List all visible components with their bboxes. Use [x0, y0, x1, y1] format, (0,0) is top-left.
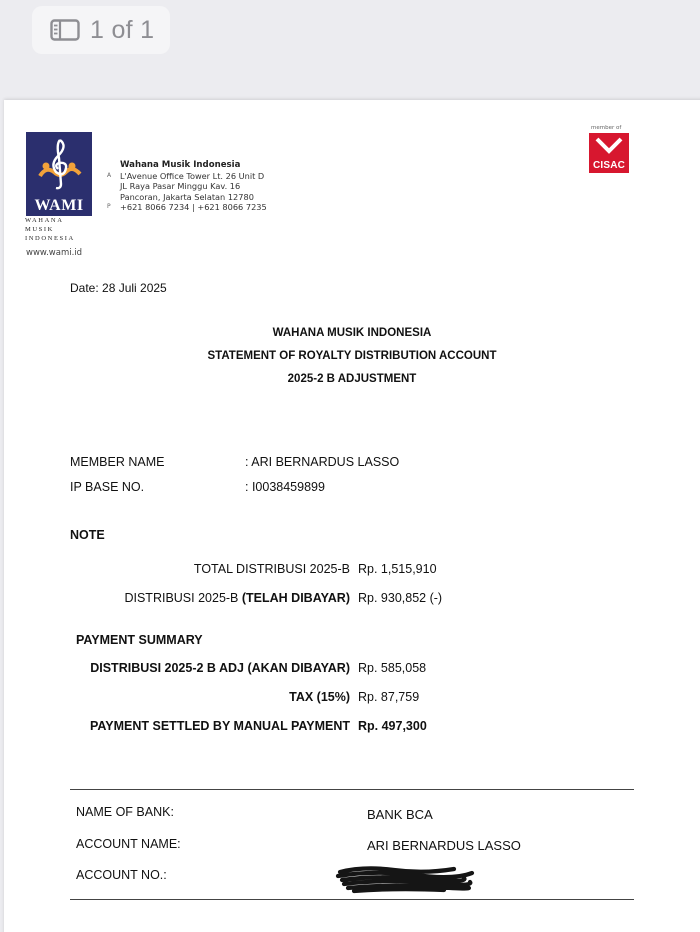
tax-label: TAX (15%) — [289, 690, 350, 704]
bank-name-value: BANK BCA — [367, 807, 433, 822]
ip-base-value: : I0038459899 — [245, 480, 325, 494]
cisac-badge — [589, 125, 635, 173]
adjustment-value: Rp. 585,058 — [358, 661, 427, 675]
viewer-toolbar — [0, 0, 700, 98]
address-line: JL Raya Pasar Minggu Kav. 16 — [120, 181, 241, 191]
org-name: Wahana Musik Indonesia — [120, 160, 241, 170]
document-page — [4, 100, 700, 932]
ip-base-label: IP BASE NO. — [70, 480, 145, 494]
page-indicator-text: 1 of 1 — [90, 15, 155, 44]
logo-subtitle: WAHANA MUSIK INDONESIA — [25, 217, 75, 242]
account-name-value: ARI BERNARDUS LASSO — [367, 838, 521, 853]
address-line: L'Avenue Office Tower Lt. 26 Unit D — [120, 170, 265, 181]
account-name-label: ACCOUNT NAME: — [76, 837, 181, 851]
title-statement: STATEMENT OF ROYALTY DISTRIBUTION ACCOUNT — [207, 350, 497, 362]
phone-line: +621 8066 7234 | +621 8066 7235 — [120, 202, 267, 212]
settled-value: Rp. 497,300 — [358, 719, 427, 733]
member-name-value: : ARI BERNARDUS LASSO — [245, 455, 400, 469]
bank-name-label: NAME OF BANK: — [76, 805, 174, 819]
cisac-logo: CISAC — [589, 133, 629, 173]
wami-logo-word: WAMI — [34, 197, 84, 214]
divider-bottom — [70, 899, 634, 900]
address-line: Pancoran, Jakarta Selatan 12780 — [120, 191, 254, 202]
adjustment-label: DISTRIBUSI 2025-2 B ADJ (AKAN DIBAYAR) — [90, 661, 350, 675]
divider-top — [70, 789, 634, 790]
website: www.wami.id — [26, 248, 83, 258]
account-no-label: ACCOUNT NO.: — [76, 868, 167, 882]
distribusi-paid-value: Rp. 930,852 (-) — [358, 591, 443, 605]
payment-summary-heading: PAYMENT SUMMARY — [76, 633, 203, 647]
settled-label: PAYMENT SETTLED BY MANUAL PAYMENT — [90, 719, 350, 733]
member-name-label: MEMBER NAME — [70, 455, 165, 469]
tax-value: Rp. 87,759 — [358, 690, 420, 704]
distribusi-paid-label: DISTRIBUSI 2025-B (TELAH DIBAYAR) — [124, 591, 350, 605]
organization-address: Wahana Musik Indonesia A L'Avenue Office Tower Lt. 26 Unit D JL Raya Pasar Minggu Kav. 16 Pancoran, Jakarta Selatan 12780 P +621 8066 7234 | +621 8066 7235 — [107, 160, 267, 212]
redaction-scribble — [334, 860, 479, 898]
title-org: WAHANA MUSIK INDONESIA — [272, 327, 432, 339]
note-heading: NOTE — [70, 528, 105, 542]
total-distribusi-value: Rp. 1,515,910 — [358, 562, 437, 576]
sidebar-panel-icon — [50, 19, 80, 41]
wami-logo — [26, 132, 92, 216]
member-of-label: member of — [591, 125, 622, 131]
title-period: 2025-2 B ADJUSTMENT — [287, 373, 417, 385]
total-distribusi-label: TOTAL DISTRIBUSI 2025-B — [193, 562, 350, 576]
statement-titles — [4, 327, 700, 396]
treble-clef-icon — [26, 132, 92, 198]
page-indicator[interactable] — [32, 6, 170, 54]
statement-date: Date: 28 Juli 2025 — [70, 281, 167, 295]
